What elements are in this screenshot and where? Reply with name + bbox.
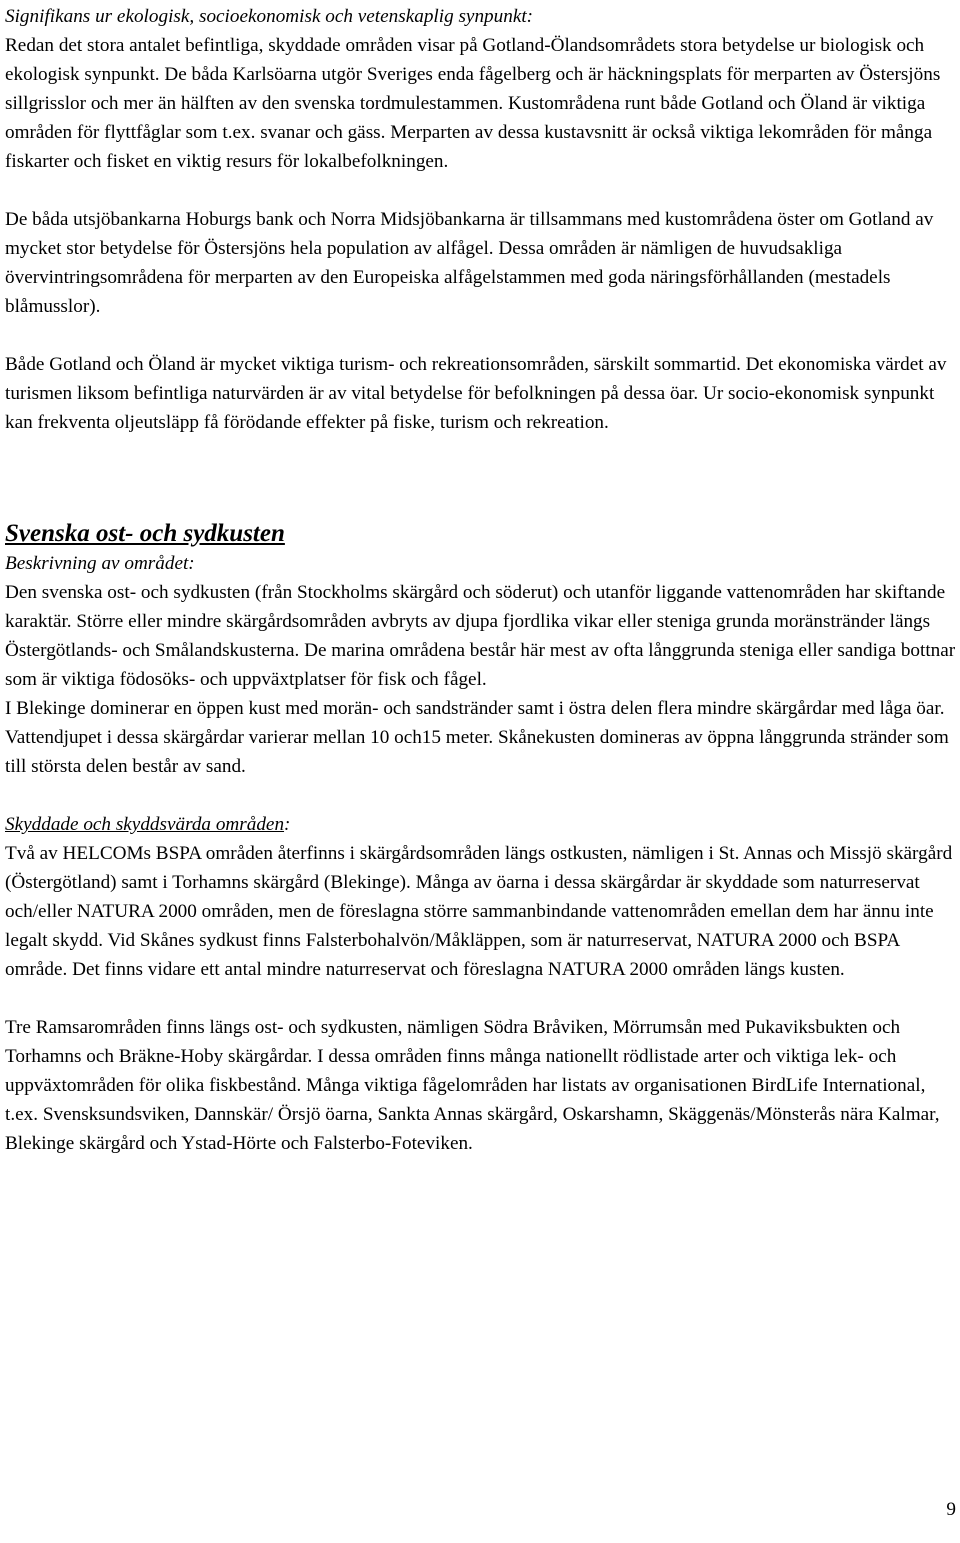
section-title: Svenska ost- och sydkusten xyxy=(5,520,285,547)
protected-heading-line xyxy=(5,810,957,839)
section-spacer xyxy=(5,466,957,519)
protected-text: Två av HELCOMs BSPA områden återfinns i skärgårdsområden längs ostkusten, nämligen i St. Annas och Missjö skärgård (Östergötland) samt i Torhamns skärgård (Blekinge). Många av öarna i dessa skärgårdar är skyddade som naturreservat och/eller NATURA 2000 områden, men de föreslagna större sammanbindande vattenområden emellan dem har ännu inte legalt skydd. Vid Skånes sydkust finns Falsterbohalvön/Måkläppen, som är naturreservat, NATURA 2000 och BSPA område. Det finns vidare ett antal mindre naturreservat och föreslagna NATURA 2000 områden längs kusten. xyxy=(5,843,953,980)
description-text-2: I Blekinge dominerar en öppen kust med morän- och sandstränder samt i östra delen flera mindre skärgårdar med låga öar. Vattendjupet i dessa skärgårdar varierar mellan 10 och15 meter. Skånekusten domineras av öppna långgrunda stränder som till största delen består av sand. xyxy=(5,698,949,777)
paragraph-description xyxy=(5,549,957,781)
paragraph-protected xyxy=(5,810,957,984)
significance-paragraph-1: Redan det stora antalet befintliga, skyddade områden visar på Gotland-Ölandsområdets stora betydelse ur biologisk och ekologisk synpunkt. De båda Karlsöarna utgör Sveriges enda fågelberg och är häckningsplats för merparten av Östersjöns sillgrisslor och mer än hälften av den svenska tordmulestammen. Kustområdena runt både Gotland och Öland är viktiga områden för flyttfåglar som t.ex. svanar och gäss. Merparten av dessa kustavsnitt är också viktiga lekområden för många fiskarter och fisket en viktig resurs för lokalbefolkningen. xyxy=(5,35,941,172)
protected-heading: Skyddade och skyddsvärda områden xyxy=(5,814,285,835)
document-body xyxy=(5,2,957,1187)
description-text-1: Den svenska ost- och sydkusten (från Stockholms skärgård och söderut) och utanför liggande vattenområden har skiftande karaktär. Större eller mindre skärgårdsområden avbryts av djupa fjordlika vikar eller steniga grunda moränstränder längs Östergötlands- och Smålandskusterna. De marina områdena består här mest av ofta långgrunda steniga eller sandiga bottnar som är viktiga födosöks- och uppväxtplatser för fisk och fågel. xyxy=(5,582,956,690)
significance-subheading: Signifikans ur ekologisk, socioekonomisk och vetenskaplig synpunkt: xyxy=(5,6,534,27)
paragraph-ramsar: Tre Ramsarområden finns längs ost- och sydkusten, nämligen Södra Bråviken, Mörrumsån med Pukaviksbukten och Torhamns och Bräkne-Hoby skärgårdar. I dessa områden finns många nationellt rödlistade arter och viktiga lek- och uppväxtområden för olika fiskbestånd. Många viktiga fågelområden har listats av organisationen BirdLife International, t.ex. Svensksundsviken, Dannskär/ Örsjö öarna, Sankta Annas skärgård, Oskarshamn, Skäggenäs/Mönsterås nära Kalmar, Blekinge skärgård och Ystad-Hörte och Falsterbo-Foteviken. xyxy=(5,1017,940,1154)
paragraph-offshore-banks: De båda utsjöbankarna Hoburgs bank och Norra Midsjöbankarna är tillsammans med kustområdena öster om Gotland av mycket stor betydelse för Östersjöns hela population av alfågel. Dessa områden är nämligen de huvudsakliga övervintringsområdena för merparten av den Europeiska alfågelstammen med goda näringsförhållanden (mestadels blåmusslor). xyxy=(5,209,934,317)
description-heading: Beskrivning av området: xyxy=(5,553,195,574)
paragraph-significance xyxy=(5,2,957,176)
page-number: 9 xyxy=(946,1499,956,1520)
paragraph-tourism: Både Gotland och Öland är mycket viktiga turism- och rekreationsområden, särskilt sommartid. Det ekonomiska värdet av turismen liksom befintliga naturvärden är av vital betydelse för befolkningen på dessa öar. Ur socio-ekonomisk synpunkt kan frekventa oljeutsläpp få förödande effekter på fiske, turism och rekreation. xyxy=(5,354,947,433)
protected-heading-colon: : xyxy=(284,814,291,835)
